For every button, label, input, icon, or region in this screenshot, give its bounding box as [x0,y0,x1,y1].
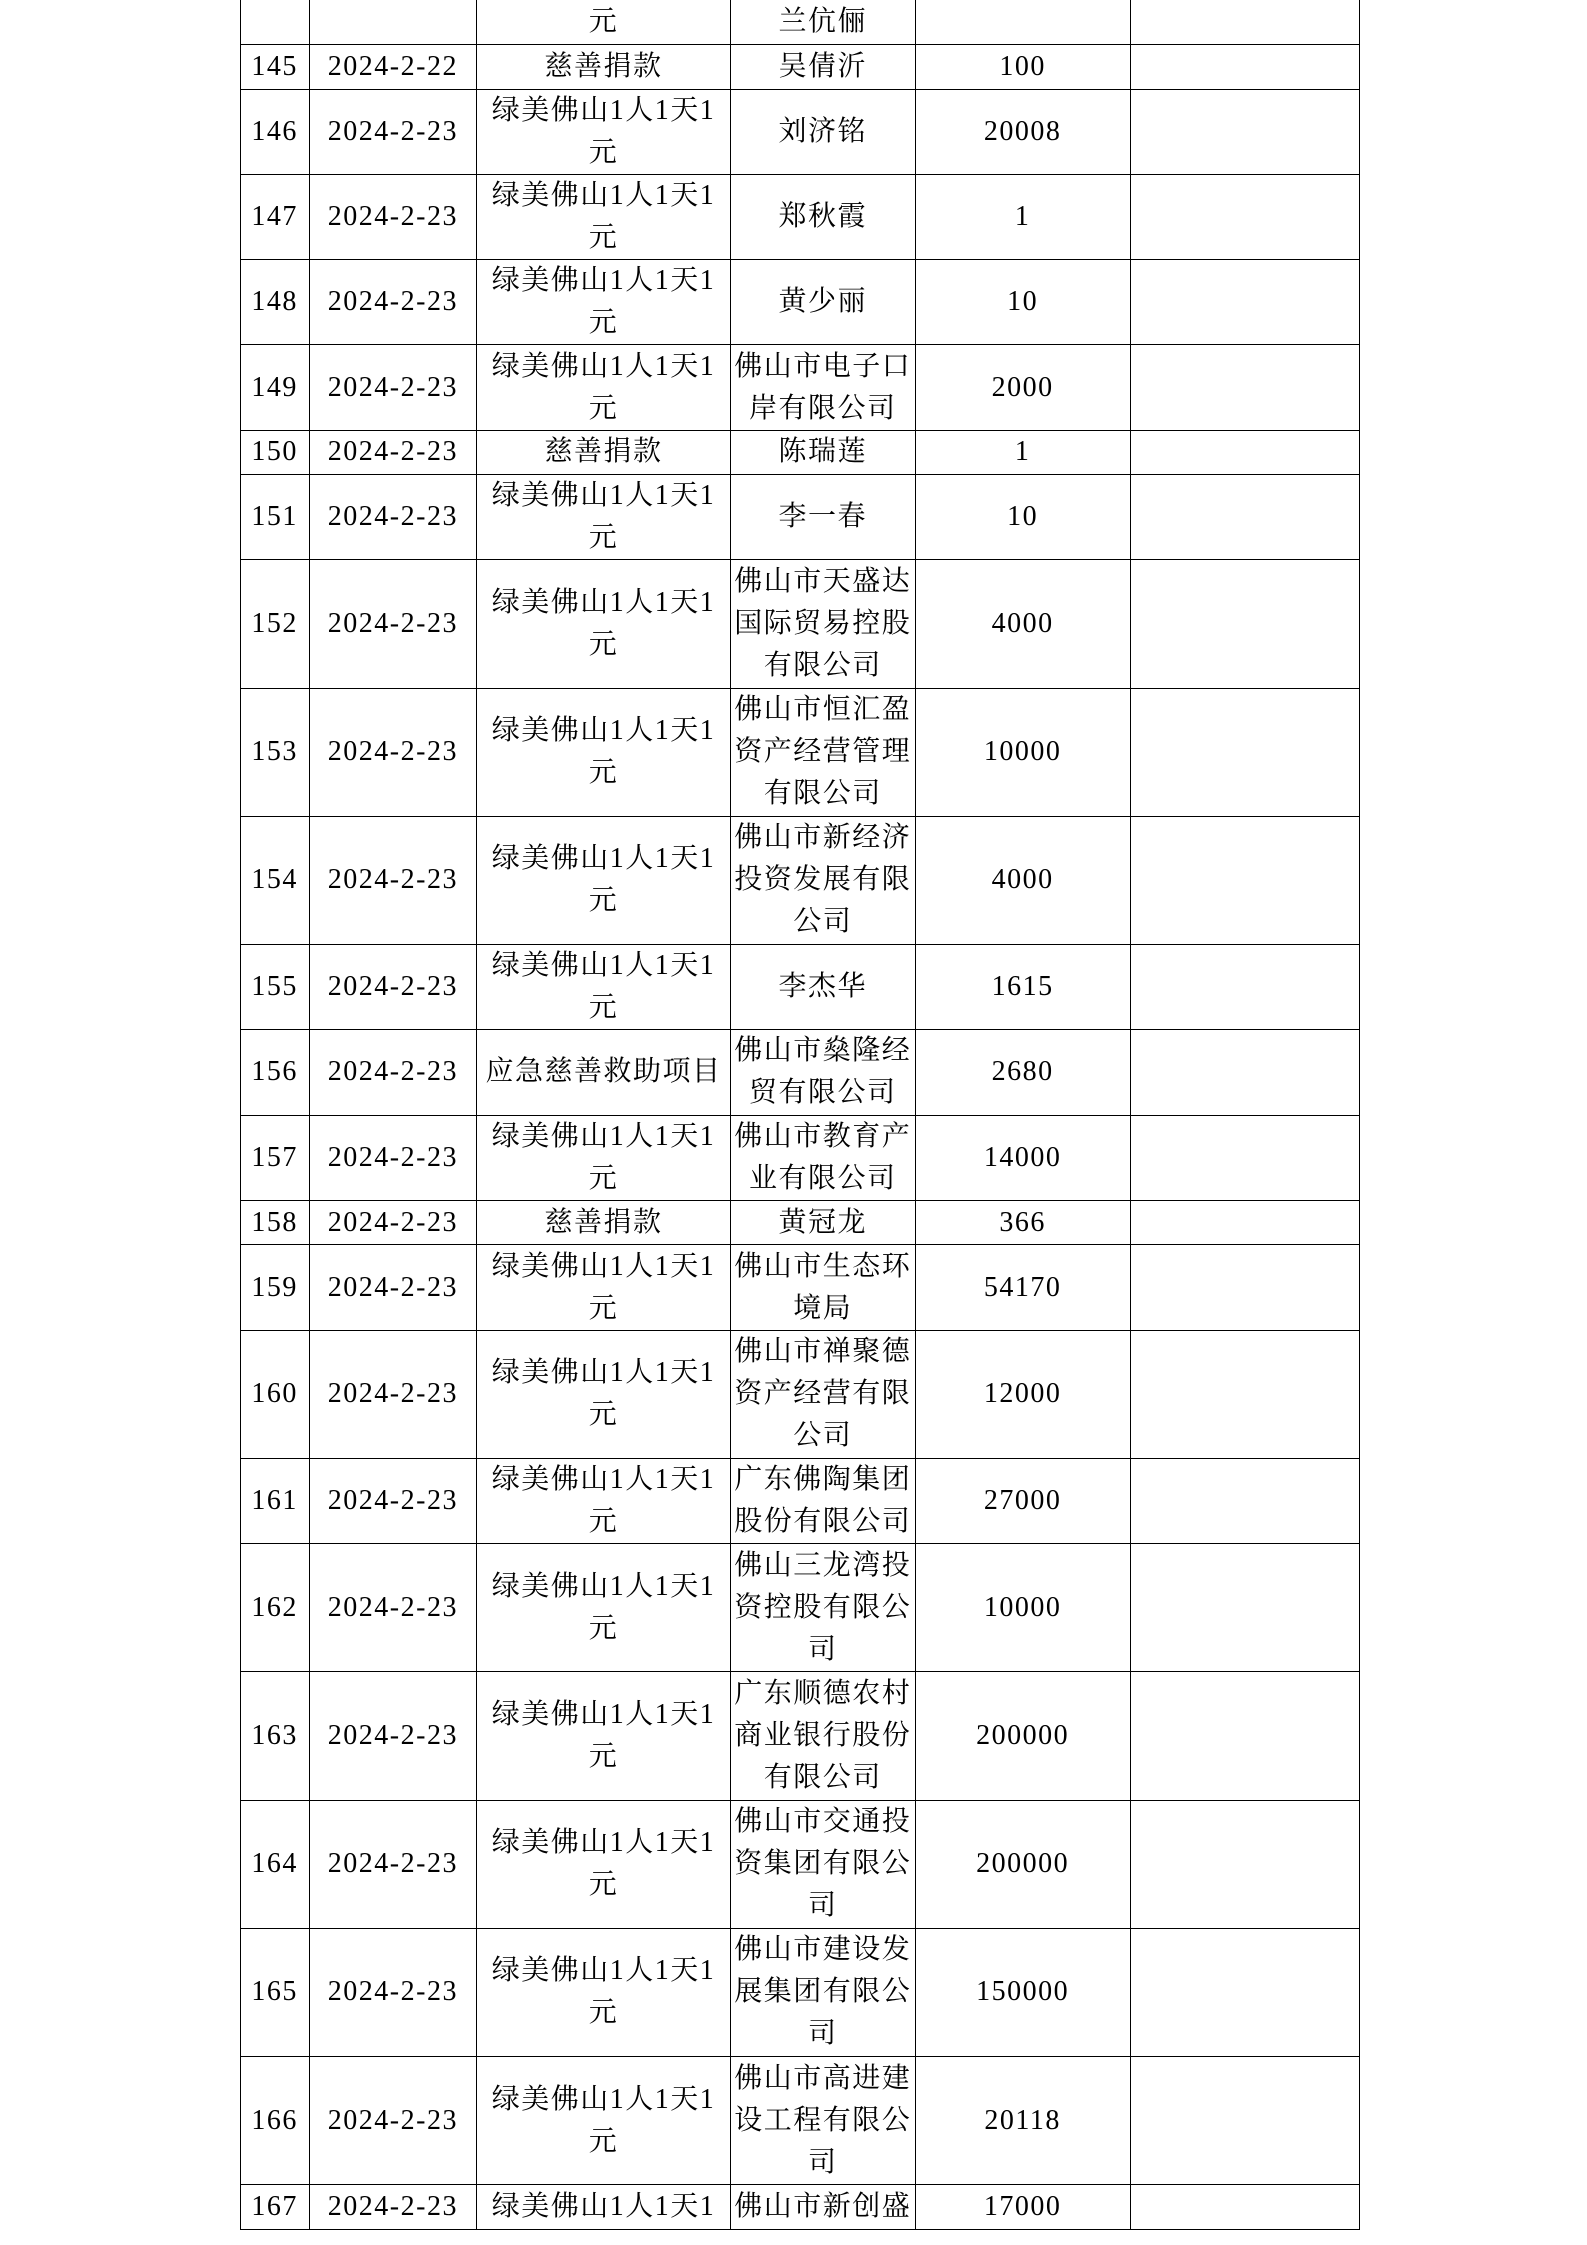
row-number: 165 [240,1928,309,2056]
donor-cell [730,1458,915,1543]
donation-date: 2024-2-23 [309,945,476,1030]
donor-cell [730,174,915,259]
remark-cell [1130,1544,1359,1672]
project-line: 元 [588,2125,619,2157]
donation-date: 2024-2-23 [309,1928,476,2056]
donor-line: 司 [808,1633,838,1665]
row-number: 159 [240,1245,309,1330]
project-line: 绿美佛山1人1天1 [491,1120,716,1152]
amount-cell: 1615 [915,945,1130,1030]
remark-cell [1130,1115,1359,1200]
row-number: 147 [240,174,309,259]
table-row [240,45,1359,90]
donor-cell [730,1245,915,1330]
donor-cell [730,688,915,816]
donor-line: 广东顺德农村 [734,1678,912,1709]
remark-cell [1130,1030,1359,1115]
donation-date: 2024-2-23 [309,1800,476,1928]
donor-cell [730,1800,915,1928]
project-cell [477,688,731,816]
table-row [240,89,1359,174]
amount-cell: 4000 [915,816,1130,944]
project-line: 元 [588,1741,619,1772]
amount-cell: 2000 [915,345,1130,430]
row-number: 148 [240,260,309,345]
project-line: 元 [588,629,619,661]
donor-cell [730,1330,915,1458]
donor-line: 广东佛陶集团 [734,1464,912,1496]
project-cell [477,1115,731,1200]
amount-cell: 200000 [915,1800,1130,1928]
donor-line: 佛山市教育产 [734,1120,912,1152]
project-line: 绿美佛山1人1天1 [491,1699,716,1730]
donor-line: 李一春 [778,501,868,533]
donor-line: 贸有限公司 [749,1077,897,1109]
table-row [240,1330,1359,1458]
donor-cell [730,1928,915,2056]
remark-cell [1130,430,1359,475]
table-row [240,260,1359,345]
donor-cell [730,89,915,174]
table-row [240,2056,1359,2184]
donor-line: 兰伉俪 [778,6,868,37]
project-line: 元 [588,221,619,253]
donor-line: 佛山市电子口 [734,350,912,382]
donor-line: 司 [808,2018,838,2050]
donor-cell [730,475,915,560]
donor-cell [730,2185,915,2230]
project-line: 元 [588,307,619,339]
remark-cell [1130,1800,1359,1928]
remark-cell [1130,174,1359,259]
donor-line: 设工程有限公 [734,2104,912,2136]
donation-date: 2024-2-23 [309,1245,476,1330]
donor-line: 佛山市高进建 [734,2062,912,2094]
row-number: 157 [240,1115,309,1200]
amount-cell: 100 [915,45,1130,90]
donor-line: 佛山三龙湾投 [734,1549,912,1581]
donor-cell [730,2056,915,2184]
remark-cell [1130,89,1359,174]
donor-line: 李杰华 [778,971,868,1003]
donation-date: 2024-2-23 [309,1330,476,1458]
donor-cell [730,0,915,45]
amount-cell: 1 [915,430,1130,475]
project-cell [477,0,731,45]
amount-cell: 54170 [915,1245,1130,1330]
remark-cell [1130,45,1359,90]
donor-line: 资控股有限公 [734,1591,912,1623]
table-row [240,174,1359,259]
donor-line: 佛山市天盛达 [734,566,912,598]
remark-cell [1130,688,1359,816]
donor-line: 资集团有限公 [734,1848,912,1880]
amount-cell [915,0,1130,45]
donation-date: 2024-2-23 [309,816,476,944]
donor-line: 佛山市禅聚德 [734,1336,912,1368]
amount-cell: 17000 [915,2185,1130,2230]
project-cell [477,1672,731,1800]
donor-line: 黄少丽 [778,286,868,318]
project-cell [477,174,731,259]
project-line: 元 [588,757,619,789]
row-number: 166 [240,2056,309,2184]
row-number: 160 [240,1330,309,1458]
amount-cell: 10 [915,260,1130,345]
donor-line: 境局 [793,1292,853,1324]
row-number: 152 [240,560,309,688]
donation-date: 2024-2-23 [309,1458,476,1543]
donor-line: 司 [808,2146,838,2178]
donor-line: 业有限公司 [749,1162,897,1194]
donor-line: 陈瑞莲 [778,436,868,468]
amount-cell: 20118 [915,2056,1130,2184]
project-line: 绿美佛山1人1天1 [491,843,716,875]
table-row [240,1458,1359,1543]
donor-cell [730,260,915,345]
project-line: 元 [588,6,619,37]
donor-line: 公司 [793,1420,853,1452]
table-row [240,1928,1359,2056]
table-row [240,1115,1359,1200]
row-number: 149 [240,345,309,430]
donor-line: 佛山市建设发 [734,1934,912,1966]
row-number: 164 [240,1800,309,1928]
project-cell [477,945,731,1030]
project-cell [477,1928,731,2056]
row-number: 163 [240,1672,309,1800]
donor-line: 展集团有限公 [734,1976,912,2008]
project-line: 绿美佛山1人1天1 [491,179,716,211]
remark-cell [1130,1458,1359,1543]
project-line: 绿美佛山1人1天1 [491,1250,716,1282]
donor-line: 郑秋霞 [778,200,868,232]
table-row [240,2185,1359,2230]
project-cell [477,1544,731,1672]
project-line: 元 [588,1869,619,1901]
donor-line: 有限公司 [763,650,882,682]
project-line: 绿美佛山1人1天1 [491,350,716,382]
project-line: 绿美佛山1人1天1 [491,480,716,512]
remark-cell [1130,260,1359,345]
row-number: 151 [240,475,309,560]
table-row [240,430,1359,475]
donation-date: 2024-2-23 [309,688,476,816]
amount-cell: 4000 [915,560,1130,688]
donation-table [240,0,1360,2230]
project-cell [477,2056,731,2184]
project-line: 绿美佛山1人1天1 [491,2083,716,2115]
donor-line: 商业银行股份 [734,1720,912,1751]
amount-cell: 200000 [915,1672,1130,1800]
donation-date: 2024-2-23 [309,1200,476,1245]
project-line: 绿美佛山1人1天1 [491,1827,716,1859]
project-line: 元 [588,136,619,168]
donor-line: 佛山市新创盛 [734,2190,912,2222]
donor-cell [730,1030,915,1115]
project-line: 元 [588,1506,619,1538]
donation-date: 2024-2-23 [309,560,476,688]
remark-cell [1130,2056,1359,2184]
donor-line: 公司 [793,906,853,938]
remark-cell [1130,2185,1359,2230]
donor-cell [730,1200,915,1245]
table-row [240,475,1359,560]
donor-line: 吴倩沂 [778,50,868,82]
remark-cell [1130,1245,1359,1330]
remark-cell [1130,1672,1359,1800]
donation-date: 2024-2-23 [309,2185,476,2230]
row-number: 155 [240,945,309,1030]
table-row [240,1672,1359,1800]
project-cell [477,345,731,430]
project-line: 元 [588,392,619,424]
project-line: 绿美佛山1人1天1 [491,1357,716,1389]
amount-cell: 10 [915,475,1130,560]
donation-date: 2024-2-23 [309,345,476,430]
project-line: 元 [588,885,619,917]
donor-line: 黄冠龙 [778,1206,868,1238]
row-number: 156 [240,1030,309,1115]
row-number: 150 [240,430,309,475]
amount-cell: 150000 [915,1928,1130,2056]
project-line: 元 [588,1162,619,1194]
project-line: 绿美佛山1人1天1 [491,1464,716,1496]
table-row [240,945,1359,1030]
table-row-continued [240,0,1359,45]
project-line: 慈善捐款 [544,1206,663,1238]
project-line: 应急慈善救助项目 [485,1056,722,1088]
table-row [240,688,1359,816]
amount-cell: 14000 [915,1115,1130,1200]
project-line: 元 [588,1292,619,1324]
row-number: 158 [240,1200,309,1245]
row-number: 153 [240,688,309,816]
row-number: 154 [240,816,309,944]
project-cell [477,260,731,345]
donor-line: 国际贸易控股 [734,608,912,640]
donation-date: 2024-2-23 [309,475,476,560]
project-line: 元 [588,1612,619,1644]
project-line: 绿美佛山1人1天1 [491,1570,716,1602]
project-cell [477,1200,731,1245]
project-cell [477,430,731,475]
donor-line: 佛山市燊隆经 [734,1035,912,1067]
table-row [240,816,1359,944]
project-line: 慈善捐款 [544,436,663,468]
project-line: 元 [588,1997,619,2029]
amount-cell: 20008 [915,89,1130,174]
donation-date: 2024-2-23 [309,89,476,174]
donor-cell [730,1115,915,1200]
remark-cell [1130,475,1359,560]
remark-cell [1130,816,1359,944]
row-number: 146 [240,89,309,174]
project-line: 慈善捐款 [544,50,663,82]
table-row [240,560,1359,688]
project-cell [477,2185,731,2230]
donation-date: 2024-2-23 [309,1030,476,1115]
donation-date: 2024-2-23 [309,1115,476,1200]
project-line: 绿美佛山1人1天1 [491,2190,716,2222]
remark-cell [1130,945,1359,1030]
table-row [240,345,1359,430]
project-cell [477,1030,731,1115]
project-line: 绿美佛山1人1天1 [491,950,716,982]
donor-cell [730,45,915,90]
donor-line: 司 [808,1890,838,1922]
donor-line: 股份有限公司 [734,1506,912,1538]
project-line: 绿美佛山1人1天1 [491,587,716,619]
table-row [240,1245,1359,1330]
project-line: 绿美佛山1人1天1 [491,1955,716,1987]
row-number: 145 [240,45,309,90]
amount-cell: 10000 [915,1544,1130,1672]
project-cell [477,89,731,174]
row-number: 162 [240,1544,309,1672]
remark-cell [1130,1200,1359,1245]
project-cell [477,816,731,944]
amount-cell: 12000 [915,1330,1130,1458]
row-number: 167 [240,2185,309,2230]
donor-cell [730,1672,915,1800]
project-cell [477,1330,731,1458]
donor-line: 佛山市交通投 [734,1806,912,1838]
donation-date: 2024-2-23 [309,174,476,259]
amount-cell: 27000 [915,1458,1130,1543]
donor-cell [730,560,915,688]
remark-cell [1130,560,1359,688]
donor-line: 佛山市恒汇盈 [734,694,912,726]
donor-line: 有限公司 [763,778,882,810]
donation-date: 2024-2-23 [309,2056,476,2184]
donor-line: 刘济铭 [778,115,868,147]
donation-date: 2024-2-22 [309,45,476,90]
donor-cell [730,430,915,475]
amount-cell: 1 [915,174,1130,259]
remark-cell [1130,345,1359,430]
donor-line: 投资发展有限 [734,864,912,896]
project-line: 绿美佛山1人1天1 [491,265,716,297]
donor-line: 佛山市生态环 [734,1250,912,1282]
donation-date [309,0,476,45]
donor-cell [730,816,915,944]
donation-date: 2024-2-23 [309,430,476,475]
project-cell [477,475,731,560]
donor-line: 岸有限公司 [749,392,897,424]
project-cell [477,1458,731,1543]
amount-cell: 2680 [915,1030,1130,1115]
donor-cell [730,945,915,1030]
remark-cell [1130,1928,1359,2056]
donation-date: 2024-2-23 [309,1672,476,1800]
table-row [240,1544,1359,1672]
project-line: 绿美佛山1人1天1 [491,715,716,747]
donor-line: 佛山市新经济 [734,822,912,854]
donor-line: 资产经营有限 [734,1378,912,1410]
table-row [240,1200,1359,1245]
table-row [240,1800,1359,1928]
project-line: 绿美佛山1人1天1 [491,94,716,126]
project-cell [477,560,731,688]
remark-cell [1130,0,1359,45]
donation-date: 2024-2-23 [309,260,476,345]
donor-cell [730,1544,915,1672]
project-cell [477,1245,731,1330]
donor-line: 资产经营管理 [734,736,912,768]
table-row [240,1030,1359,1115]
project-line: 元 [588,522,619,554]
project-line: 元 [588,1399,619,1431]
amount-cell: 366 [915,1200,1130,1245]
project-cell [477,45,731,90]
donation-date: 2024-2-23 [309,1544,476,1672]
donor-line: 有限公司 [763,1762,882,1793]
row-number: 161 [240,1458,309,1543]
project-line: 元 [588,992,619,1024]
donor-cell [730,345,915,430]
project-cell [477,1800,731,1928]
remark-cell [1130,1330,1359,1458]
row-number [240,0,309,45]
amount-cell: 10000 [915,688,1130,816]
